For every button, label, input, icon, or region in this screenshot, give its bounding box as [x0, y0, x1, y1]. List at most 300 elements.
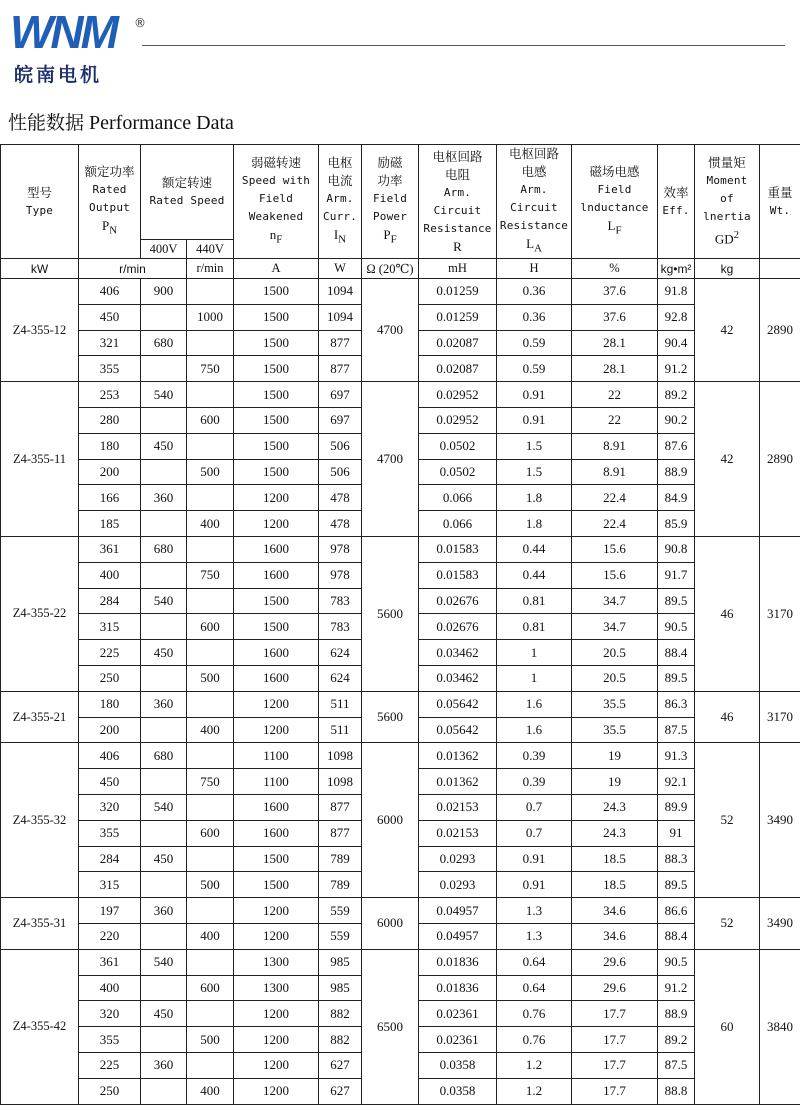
cell-arm-current: 978: [319, 562, 362, 588]
cell-arm-current: 882: [319, 1001, 362, 1027]
cell-speed-400v: 540: [141, 382, 187, 408]
cell-arm-inductance: 0.91: [497, 846, 572, 872]
unit-field-power: W: [319, 259, 362, 279]
cell-resistance: 0.04957: [419, 923, 497, 949]
cell-speed-440v: 600: [187, 407, 234, 433]
cell-resistance: 0.02676: [419, 588, 497, 614]
cell-efficiency: 86.6: [658, 898, 695, 924]
cell-rated-output: 400: [79, 975, 141, 1001]
col-header-weakened-speed: 弱磁转速 Speed with Field Weakened $n_F$: [234, 145, 319, 259]
cell-resistance: 0.01259: [419, 279, 497, 305]
cell-rated-output: 197: [79, 898, 141, 924]
cell-efficiency: 89.9: [658, 794, 695, 820]
cell-speed-440v: 600: [187, 820, 234, 846]
cell-arm-current: 985: [319, 949, 362, 975]
cell-arm-inductance: 0.91: [497, 382, 572, 408]
cell-efficiency: 87.6: [658, 433, 695, 459]
cell-weakened-speed: 1200: [234, 717, 319, 743]
cell-efficiency: 87.5: [658, 1052, 695, 1078]
cell-field-inductance: 37.6: [572, 304, 658, 330]
cell-speed-440v: [187, 640, 234, 666]
cell-field-inductance: 22.4: [572, 485, 658, 511]
cell-field-inductance: 24.3: [572, 820, 658, 846]
cell-efficiency: 88.9: [658, 1001, 695, 1027]
cell-efficiency: 91.2: [658, 975, 695, 1001]
cell-speed-400v: [141, 562, 187, 588]
cell-efficiency: 89.2: [658, 382, 695, 408]
cell-weakened-speed: 1200: [234, 485, 319, 511]
cell-field-inductance: 29.6: [572, 975, 658, 1001]
cell-weakened-speed: 1500: [234, 407, 319, 433]
cell-rated-output: 180: [79, 691, 141, 717]
cell-arm-current: 882: [319, 1027, 362, 1053]
cell-speed-440v: 600: [187, 614, 234, 640]
cell-arm-inductance: 1.2: [497, 1052, 572, 1078]
cell-speed-440v: 400: [187, 717, 234, 743]
performance-table: [0, 144, 800, 1105]
cell-resistance: 0.0502: [419, 459, 497, 485]
cell-arm-inductance: 1: [497, 665, 572, 691]
cell-speed-400v: 360: [141, 485, 187, 511]
cell-resistance: 0.0293: [419, 872, 497, 898]
table-row: [1, 949, 800, 975]
cell-weakened-speed: 1100: [234, 769, 319, 795]
cell-arm-inductance: 1.3: [497, 898, 572, 924]
cell-speed-400v: 540: [141, 949, 187, 975]
cell-speed-440v: [187, 588, 234, 614]
cell-weakened-speed: 1500: [234, 330, 319, 356]
cell-efficiency: 92.1: [658, 769, 695, 795]
cell-rated-output: 400: [79, 562, 141, 588]
cell-field-inductance: 18.5: [572, 872, 658, 898]
cell-speed-440v: [187, 743, 234, 769]
cell-speed-440v: [187, 898, 234, 924]
cell-weakened-speed: 1600: [234, 562, 319, 588]
cell-rated-output: 180: [79, 433, 141, 459]
cell-weight: 2890: [760, 279, 800, 382]
cell-efficiency: 84.9: [658, 485, 695, 511]
cell-arm-inductance: 0.44: [497, 536, 572, 562]
table-row: [1, 898, 800, 924]
cell-field-inductance: 15.6: [572, 562, 658, 588]
cell-speed-400v: [141, 769, 187, 795]
cell-arm-current: 511: [319, 691, 362, 717]
cell-speed-440v: 500: [187, 1027, 234, 1053]
cell-speed-440v: [187, 794, 234, 820]
cell-resistance: 0.02361: [419, 1001, 497, 1027]
cell-speed-440v: [187, 1001, 234, 1027]
cell-weight: 3490: [760, 898, 800, 950]
cell-arm-inductance: 1.6: [497, 717, 572, 743]
cell-arm-current: 697: [319, 382, 362, 408]
cell-weakened-speed: 1200: [234, 1078, 319, 1104]
cell-speed-440v: [187, 485, 234, 511]
cell-efficiency: 86.3: [658, 691, 695, 717]
cell-weakened-speed: 1600: [234, 794, 319, 820]
cell-speed-400v: 900: [141, 279, 187, 305]
table-row: [1, 691, 800, 717]
cell-arm-inductance: 0.39: [497, 769, 572, 795]
cell-speed-400v: [141, 614, 187, 640]
col-header-type: 型号 Type: [1, 145, 79, 259]
cell-efficiency: 87.5: [658, 717, 695, 743]
cell-arm-inductance: 1.3: [497, 923, 572, 949]
cell-resistance: 0.0502: [419, 433, 497, 459]
cell-resistance: 0.066: [419, 485, 497, 511]
cell-field-power: 6000: [362, 898, 419, 950]
cell-field-inductance: 20.5: [572, 640, 658, 666]
cell-rated-output: 220: [79, 923, 141, 949]
cell-speed-440v: [187, 433, 234, 459]
cell-speed-440v: 750: [187, 562, 234, 588]
cell-rated-output: 250: [79, 1078, 141, 1104]
cell-field-inductance: 15.6: [572, 536, 658, 562]
col-header-resistance: 电枢回路 电阻 Arm. Circuit Resistance R: [419, 145, 497, 259]
header-row: [1, 145, 800, 240]
cell-speed-440v: 500: [187, 665, 234, 691]
col-header-efficiency: 效率 Eff.: [658, 145, 695, 259]
cell-type: Z4-355-11: [1, 382, 79, 537]
cell-field-power: 4700: [362, 279, 419, 382]
cell-speed-400v: 680: [141, 743, 187, 769]
cell-rated-output: 321: [79, 330, 141, 356]
table-row: [1, 743, 800, 769]
cell-arm-inductance: 1.8: [497, 511, 572, 537]
table-row: [1, 279, 800, 305]
cell-field-power: 5600: [362, 536, 419, 691]
cell-field-inductance: 34.7: [572, 588, 658, 614]
cell-arm-inductance: 1.5: [497, 433, 572, 459]
cell-arm-current: 697: [319, 407, 362, 433]
cell-speed-400v: [141, 1078, 187, 1104]
cell-arm-inductance: 0.81: [497, 614, 572, 640]
col-header-field-power: 励磁 功率 Field Power $P_F$: [362, 145, 419, 259]
cell-inertia: 52: [695, 743, 760, 898]
cell-speed-440v: [187, 279, 234, 305]
cell-weakened-speed: 1200: [234, 1052, 319, 1078]
cell-arm-inductance: 0.36: [497, 279, 572, 305]
cell-weight: 3170: [760, 691, 800, 743]
cell-rated-output: 315: [79, 872, 141, 898]
cell-field-inductance: 8.91: [572, 433, 658, 459]
cell-rated-output: 250: [79, 665, 141, 691]
cell-field-inductance: 8.91: [572, 459, 658, 485]
cell-speed-400v: [141, 975, 187, 1001]
cell-efficiency: 89.5: [658, 665, 695, 691]
cell-field-inductance: 17.7: [572, 1052, 658, 1078]
cell-weakened-speed: 1200: [234, 511, 319, 537]
cell-field-inductance: 37.6: [572, 279, 658, 305]
cell-field-inductance: 34.7: [572, 614, 658, 640]
cell-speed-400v: [141, 820, 187, 846]
cell-field-inductance: 18.5: [572, 846, 658, 872]
cell-arm-inductance: 0.64: [497, 949, 572, 975]
cell-weakened-speed: 1600: [234, 640, 319, 666]
cell-rated-output: 225: [79, 1052, 141, 1078]
cell-speed-400v: [141, 717, 187, 743]
cell-resistance: 0.01362: [419, 743, 497, 769]
col-header-440v: 440V: [187, 240, 234, 259]
cell-field-inductance: 17.7: [572, 1078, 658, 1104]
cell-weakened-speed: 1200: [234, 898, 319, 924]
cell-weight: 3170: [760, 536, 800, 691]
cell-speed-400v: [141, 356, 187, 382]
cell-field-inductance: 35.5: [572, 717, 658, 743]
logo-mark: WNM: [10, 6, 116, 58]
unit-field-inductance: H: [497, 259, 572, 279]
cell-speed-400v: [141, 304, 187, 330]
cell-efficiency: 89.5: [658, 872, 695, 898]
cell-speed-400v: [141, 459, 187, 485]
cell-field-power: 6000: [362, 743, 419, 898]
cell-type: Z4-355-12: [1, 279, 79, 382]
cell-arm-current: 624: [319, 665, 362, 691]
brand-logo: [10, 6, 146, 86]
cell-arm-current: 559: [319, 898, 362, 924]
cell-arm-current: 877: [319, 330, 362, 356]
cell-inertia: 42: [695, 279, 760, 382]
cell-rated-output: 185: [79, 511, 141, 537]
cell-resistance: 0.03462: [419, 640, 497, 666]
cell-field-inductance: 17.7: [572, 1027, 658, 1053]
cell-arm-current: 627: [319, 1052, 362, 1078]
cell-arm-inductance: 0.76: [497, 1027, 572, 1053]
cell-field-inductance: 20.5: [572, 665, 658, 691]
cell-arm-inductance: 0.7: [497, 794, 572, 820]
units-row: [1, 259, 800, 279]
cell-arm-current: 877: [319, 820, 362, 846]
cell-inertia: 52: [695, 898, 760, 950]
cell-arm-inductance: 0.64: [497, 975, 572, 1001]
cell-arm-current: 1094: [319, 279, 362, 305]
cell-resistance: 0.05642: [419, 691, 497, 717]
col-header-field-inductance: 磁场电感 Field lnductance $L_F$: [572, 145, 658, 259]
cell-speed-400v: 450: [141, 640, 187, 666]
col-header-output: 额定功率 Rated Output $P_N$: [79, 145, 141, 259]
cell-arm-inductance: 1: [497, 640, 572, 666]
table-row: [1, 536, 800, 562]
cell-speed-440v: [187, 1052, 234, 1078]
cell-type: Z4-355-32: [1, 743, 79, 898]
cell-arm-current: 627: [319, 1078, 362, 1104]
cell-speed-400v: 450: [141, 433, 187, 459]
cell-rated-output: 315: [79, 614, 141, 640]
section-title-en: Performance Data: [89, 112, 234, 134]
cell-rated-output: 200: [79, 459, 141, 485]
cell-arm-inductance: 0.36: [497, 304, 572, 330]
cell-efficiency: 88.9: [658, 459, 695, 485]
col-header-arm-inductance: 电枢回路 电感 Arm. Circuit Resistance $L_A$: [497, 145, 572, 259]
cell-arm-current: 624: [319, 640, 362, 666]
cell-field-inductance: 34.6: [572, 898, 658, 924]
cell-rated-output: 284: [79, 588, 141, 614]
cell-arm-inductance: 0.59: [497, 356, 572, 382]
cell-arm-current: 978: [319, 536, 362, 562]
brand-chinese-name: 皖南电机: [14, 64, 103, 86]
cell-rated-output: 320: [79, 1001, 141, 1027]
cell-speed-440v: 600: [187, 975, 234, 1001]
cell-arm-current: 985: [319, 975, 362, 1001]
cell-efficiency: 85.9: [658, 511, 695, 537]
cell-field-inductance: 29.6: [572, 949, 658, 975]
col-header-inertia: 惯量矩 Moment of lnertia $GD^2$: [695, 145, 760, 259]
cell-resistance: 0.02952: [419, 382, 497, 408]
cell-weakened-speed: 1500: [234, 459, 319, 485]
cell-weakened-speed: 1600: [234, 536, 319, 562]
cell-arm-inductance: 0.81: [497, 588, 572, 614]
cell-weakened-speed: 1500: [234, 433, 319, 459]
unit-weight: kg: [695, 259, 760, 279]
cell-arm-inductance: 0.44: [497, 562, 572, 588]
cell-resistance: 0.01836: [419, 949, 497, 975]
cell-speed-440v: 750: [187, 769, 234, 795]
cell-efficiency: 90.5: [658, 614, 695, 640]
cell-speed-400v: 540: [141, 588, 187, 614]
cell-efficiency: 90.2: [658, 407, 695, 433]
cell-arm-current: 783: [319, 588, 362, 614]
cell-field-inductance: 35.5: [572, 691, 658, 717]
cell-arm-current: 789: [319, 872, 362, 898]
cell-speed-400v: 680: [141, 536, 187, 562]
cell-arm-current: 511: [319, 717, 362, 743]
cell-speed-400v: 540: [141, 794, 187, 820]
cell-speed-400v: 360: [141, 691, 187, 717]
table-row: [1, 382, 800, 408]
cell-resistance: 0.02087: [419, 356, 497, 382]
cell-resistance: 0.02952: [419, 407, 497, 433]
cell-weakened-speed: 1600: [234, 820, 319, 846]
cell-resistance: 0.01362: [419, 769, 497, 795]
cell-field-inductance: 24.3: [572, 794, 658, 820]
cell-weakened-speed: 1200: [234, 691, 319, 717]
cell-speed-400v: [141, 665, 187, 691]
cell-weakened-speed: 1500: [234, 279, 319, 305]
cell-arm-current: 506: [319, 433, 362, 459]
cell-field-inductance: 22: [572, 407, 658, 433]
cell-field-inductance: 17.7: [572, 1001, 658, 1027]
unit-output: kW: [1, 259, 79, 279]
cell-speed-440v: 400: [187, 511, 234, 537]
cell-efficiency: 88.4: [658, 923, 695, 949]
cell-efficiency: 89.2: [658, 1027, 695, 1053]
cell-arm-inductance: 1.6: [497, 691, 572, 717]
cell-inertia: 60: [695, 949, 760, 1104]
cell-field-inductance: 19: [572, 743, 658, 769]
cell-speed-400v: 450: [141, 846, 187, 872]
cell-weakened-speed: 1300: [234, 949, 319, 975]
unit-current: A: [234, 259, 319, 279]
table-body: [1, 279, 800, 1105]
cell-efficiency: 91.2: [658, 356, 695, 382]
cell-arm-current: 789: [319, 846, 362, 872]
cell-rated-output: 253: [79, 382, 141, 408]
cell-efficiency: 89.5: [658, 588, 695, 614]
cell-speed-440v: [187, 846, 234, 872]
cell-rated-output: 280: [79, 407, 141, 433]
cell-resistance: 0.066: [419, 511, 497, 537]
cell-resistance: 0.0293: [419, 846, 497, 872]
cell-arm-inductance: 1.2: [497, 1078, 572, 1104]
cell-efficiency: 91: [658, 820, 695, 846]
cell-arm-current: 877: [319, 356, 362, 382]
cell-resistance: 0.03462: [419, 665, 497, 691]
cell-weight: 3490: [760, 743, 800, 898]
cell-arm-inductance: 0.59: [497, 330, 572, 356]
unit-weakened-speed: r/min: [187, 259, 234, 279]
cell-weakened-speed: 1500: [234, 872, 319, 898]
section-title: [8, 108, 234, 135]
cell-rated-output: 320: [79, 794, 141, 820]
cell-arm-current: 877: [319, 794, 362, 820]
cell-resistance: 0.05642: [419, 717, 497, 743]
cell-weakened-speed: 1300: [234, 975, 319, 1001]
unit-arm-inductance: mH: [419, 259, 497, 279]
cell-speed-440v: 400: [187, 923, 234, 949]
cell-rated-output: 355: [79, 820, 141, 846]
cell-arm-inductance: 1.8: [497, 485, 572, 511]
cell-efficiency: 88.4: [658, 640, 695, 666]
cell-efficiency: 90.4: [658, 330, 695, 356]
cell-inertia: 46: [695, 536, 760, 691]
cell-rated-output: 406: [79, 743, 141, 769]
cell-efficiency: 88.3: [658, 846, 695, 872]
cell-speed-440v: [187, 691, 234, 717]
cell-efficiency: 91.3: [658, 743, 695, 769]
cell-efficiency: 91.8: [658, 279, 695, 305]
cell-inertia: 46: [695, 691, 760, 743]
cell-field-inductance: 34.6: [572, 923, 658, 949]
cell-weight: 2890: [760, 382, 800, 537]
cell-field-inductance: 28.1: [572, 330, 658, 356]
cell-arm-inductance: 0.39: [497, 743, 572, 769]
col-header-400v: 400V: [141, 240, 187, 259]
cell-rated-output: 361: [79, 949, 141, 975]
cell-field-power: 5600: [362, 691, 419, 743]
cell-speed-440v: 400: [187, 1078, 234, 1104]
cell-resistance: 0.01583: [419, 562, 497, 588]
unit-inertia: kg•m²: [658, 259, 695, 279]
cell-field-inductance: 28.1: [572, 356, 658, 382]
cell-efficiency: 88.8: [658, 1078, 695, 1104]
header-divider: [142, 45, 785, 46]
cell-field-inductance: 19: [572, 769, 658, 795]
cell-arm-current: 506: [319, 459, 362, 485]
cell-arm-inductance: 0.76: [497, 1001, 572, 1027]
cell-speed-400v: 360: [141, 1052, 187, 1078]
cell-weakened-speed: 1500: [234, 588, 319, 614]
cell-weakened-speed: 1600: [234, 665, 319, 691]
cell-resistance: 0.0358: [419, 1078, 497, 1104]
cell-speed-400v: 450: [141, 1001, 187, 1027]
cell-speed-440v: 500: [187, 872, 234, 898]
cell-resistance: 0.02153: [419, 794, 497, 820]
cell-inertia: 42: [695, 382, 760, 537]
cell-speed-440v: [187, 949, 234, 975]
cell-weakened-speed: 1200: [234, 1001, 319, 1027]
cell-arm-current: 783: [319, 614, 362, 640]
cell-speed-440v: 750: [187, 356, 234, 382]
cell-speed-400v: [141, 511, 187, 537]
cell-resistance: 0.01836: [419, 975, 497, 1001]
cell-rated-output: 450: [79, 769, 141, 795]
cell-speed-400v: [141, 407, 187, 433]
cell-rated-output: 406: [79, 279, 141, 305]
cell-resistance: 0.02361: [419, 1027, 497, 1053]
unit-resistance: Ω (20℃): [362, 259, 419, 279]
cell-weakened-speed: 1500: [234, 356, 319, 382]
cell-type: Z4-355-31: [1, 898, 79, 950]
cell-weight: 3840: [760, 949, 800, 1104]
